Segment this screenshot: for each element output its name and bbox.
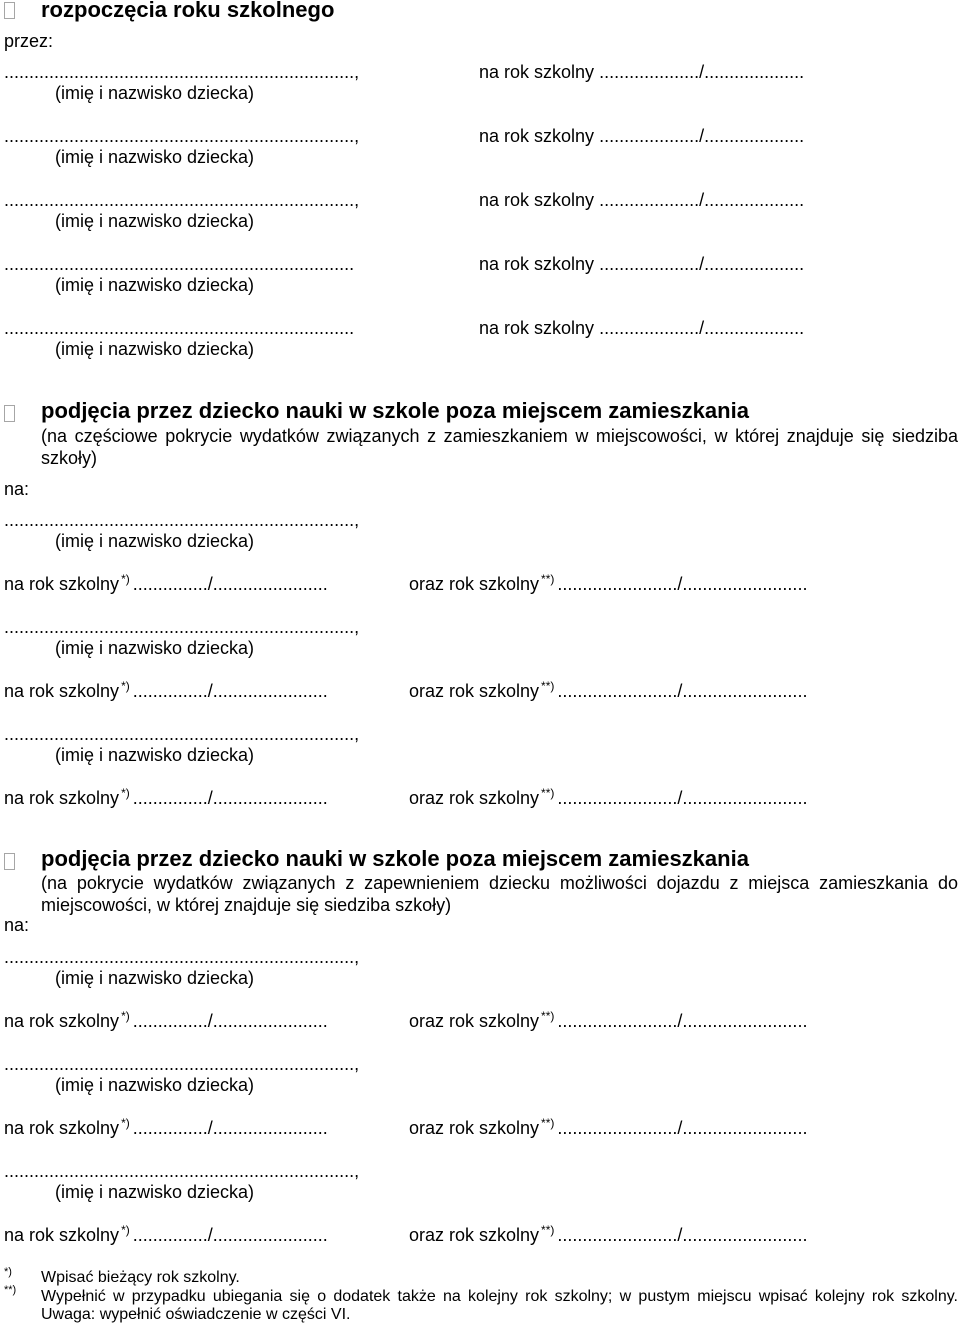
child-name-caption: (imię i nazwisko dziecka) xyxy=(55,1182,255,1202)
school-year-field: ..................../.................... xyxy=(599,126,805,146)
child-entry xyxy=(0,254,960,296)
child-name-field: ......................................................................, xyxy=(4,1054,360,1074)
school-year-label: na rok szkolny xyxy=(479,254,595,274)
next-school-year xyxy=(409,574,807,595)
school-year-field: ..................../.................... xyxy=(599,190,805,210)
intro-label: przez: xyxy=(4,31,54,51)
child-name-caption: (imię i nazwisko dziecka) xyxy=(55,1075,255,1095)
footnote-ref-current-year: *) xyxy=(121,572,130,586)
next-school-year-field: ......................../......................... xyxy=(557,1118,808,1138)
footnote-line: Uwaga: wypełnić oświadczenie w części VI. xyxy=(41,1306,351,1323)
child-entry xyxy=(0,724,960,809)
child-name-caption: (imię i nazwisko dziecka) xyxy=(55,211,255,231)
footnotes xyxy=(0,1266,960,1325)
next-school-year-field: ......................../......................... xyxy=(557,681,808,701)
section-title: rozpoczęcia roku szkolnego xyxy=(41,0,335,22)
child-entry xyxy=(0,190,960,232)
section-title: podjęcia przez dziecko nauki w szkole poza miejscem zamieszkania xyxy=(41,846,749,871)
next-school-year xyxy=(409,681,807,702)
section-school-year-start xyxy=(0,0,960,372)
current-school-year-label: na rok szkolny xyxy=(4,1118,120,1138)
school-year-label: na rok szkolny xyxy=(479,190,595,210)
child-name-field: ......................................................................, xyxy=(4,1161,360,1181)
footnote-line: Wpisać bieżący rok szkolny. xyxy=(41,1269,240,1286)
intro-label: na: xyxy=(4,915,30,935)
school-year-field: ..................../.................... xyxy=(599,318,805,338)
footnote-line: Wypełnić w przypadku ubiegania się o dodatek także na kolejny rok szkolny; w pustym miejscu wpisać kolejny rok szkolny. xyxy=(41,1287,958,1305)
child-name-field: ......................................................................, xyxy=(4,947,360,967)
description-line: szkoły) xyxy=(41,448,98,468)
child-name-field: ......................................................................, xyxy=(4,190,360,210)
footnote-ref-next-year: **) xyxy=(541,786,555,800)
next-school-year-label: oraz rok szkolny xyxy=(409,788,540,808)
footnote-marker: *) xyxy=(4,1266,12,1278)
school-year xyxy=(479,62,804,83)
footnote-ref-next-year: **) xyxy=(541,1223,555,1237)
current-school-year-label: na rok szkolny xyxy=(4,574,120,594)
child-entry xyxy=(0,318,960,360)
child-name-field: ......................................................................, xyxy=(4,126,360,146)
next-school-year-field: ......................../......................... xyxy=(557,574,808,594)
child-name-field: ......................................................................, xyxy=(4,510,360,530)
current-school-year-field: .............../....................... xyxy=(132,681,328,701)
section-accommodation xyxy=(0,398,960,810)
child-name-field: ...................................................................... xyxy=(4,254,355,274)
child-entry xyxy=(0,62,960,104)
footnote-ref-next-year: **) xyxy=(541,1116,555,1130)
footnote-ref-current-year: *) xyxy=(121,679,130,693)
school-year xyxy=(479,190,804,211)
next-school-year-field: ......................../......................... xyxy=(557,1225,808,1245)
child-entry xyxy=(0,510,960,595)
footnote-ref-current-year: *) xyxy=(121,1009,130,1023)
child-name-caption: (imię i nazwisko dziecka) xyxy=(55,275,255,295)
footnote-ref-next-year: **) xyxy=(541,1009,555,1023)
current-school-year xyxy=(4,1225,328,1246)
child-name-caption: (imię i nazwisko dziecka) xyxy=(55,147,255,167)
description-line: (na pokrycie wydatków związanych z zapewnieniem dziecku możliwości dojazdu z miejsca zamieszkania do xyxy=(41,873,958,893)
school-year xyxy=(479,318,804,339)
next-school-year xyxy=(409,1011,807,1032)
child-name-field: ......................................................................, xyxy=(4,62,360,82)
checkbox-icon xyxy=(4,2,15,19)
section-commute xyxy=(0,846,960,1248)
child-name-caption: (imię i nazwisko dziecka) xyxy=(55,968,255,988)
child-entry xyxy=(0,1054,960,1139)
current-school-year xyxy=(4,681,328,702)
current-school-year-label: na rok szkolny xyxy=(4,681,120,701)
next-school-year xyxy=(409,1225,807,1246)
child-name-caption: (imię i nazwisko dziecka) xyxy=(55,531,255,551)
child-entry xyxy=(0,1161,960,1246)
child-entry xyxy=(0,947,960,1032)
current-school-year-field: .............../....................... xyxy=(132,1011,328,1031)
next-school-year-label: oraz rok szkolny xyxy=(409,681,540,701)
section-description xyxy=(41,872,958,916)
school-year xyxy=(479,254,804,275)
section-title: podjęcia przez dziecko nauki w szkole poza miejscem zamieszkania xyxy=(41,398,749,423)
current-school-year-label: na rok szkolny xyxy=(4,1225,120,1245)
school-year-field: ..................../.................... xyxy=(599,62,805,82)
school-year-label: na rok szkolny xyxy=(479,126,595,146)
child-name-caption: (imię i nazwisko dziecka) xyxy=(55,339,255,359)
description-line: miejscowości, w której znajduje się siedziba szkoły) xyxy=(41,895,452,915)
school-year xyxy=(479,126,804,147)
current-school-year-field: .............../....................... xyxy=(132,788,328,808)
current-school-year xyxy=(4,1118,328,1139)
section-description xyxy=(41,425,958,469)
checkbox-icon xyxy=(4,853,15,870)
next-school-year-label: oraz rok szkolny xyxy=(409,1225,540,1245)
current-school-year xyxy=(4,574,328,595)
school-year-label: na rok szkolny xyxy=(479,62,595,82)
next-school-year-field: ......................../......................... xyxy=(557,1011,808,1031)
footnote-ref-next-year: **) xyxy=(541,679,555,693)
next-school-year-label: oraz rok szkolny xyxy=(409,1118,540,1138)
child-name-caption: (imię i nazwisko dziecka) xyxy=(55,745,255,765)
child-name-caption: (imię i nazwisko dziecka) xyxy=(55,83,255,103)
footnote-ref-current-year: *) xyxy=(121,1116,130,1130)
footnote-text xyxy=(41,1288,958,1325)
next-school-year-field: ......................../......................... xyxy=(557,788,808,808)
child-name-field: ......................................................................, xyxy=(4,724,360,744)
child-entry xyxy=(0,126,960,168)
footnote-ref-current-year: *) xyxy=(121,1223,130,1237)
next-school-year-label: oraz rok szkolny xyxy=(409,1011,540,1031)
next-school-year xyxy=(409,788,807,809)
current-school-year-field: .............../....................... xyxy=(132,574,328,594)
child-name-field: ......................................................................, xyxy=(4,617,360,637)
current-school-year-field: .............../....................... xyxy=(132,1225,328,1245)
description-line: (na częściowe pokrycie wydatków związanych z zamieszkaniem w miejscowości, w której znajduje się siedziba xyxy=(41,426,958,446)
child-entry xyxy=(0,617,960,702)
child-name-caption: (imię i nazwisko dziecka) xyxy=(55,638,255,658)
current-school-year-label: na rok szkolny xyxy=(4,788,120,808)
intro-label: na: xyxy=(4,479,30,499)
current-school-year-label: na rok szkolny xyxy=(4,1011,120,1031)
school-year-label: na rok szkolny xyxy=(479,318,595,338)
child-name-field: ...................................................................... xyxy=(4,318,355,338)
footnote-text xyxy=(41,1269,958,1288)
next-school-year-label: oraz rok szkolny xyxy=(409,574,540,594)
footnote-ref-next-year: **) xyxy=(541,572,555,586)
footnote-marker: **) xyxy=(4,1284,17,1296)
current-school-year xyxy=(4,788,328,809)
next-school-year xyxy=(409,1118,807,1139)
checkbox-icon xyxy=(4,405,15,422)
current-school-year xyxy=(4,1011,328,1032)
school-year-field: ..................../.................... xyxy=(599,254,805,274)
footnote-ref-current-year: *) xyxy=(121,786,130,800)
current-school-year-field: .............../....................... xyxy=(132,1118,328,1138)
